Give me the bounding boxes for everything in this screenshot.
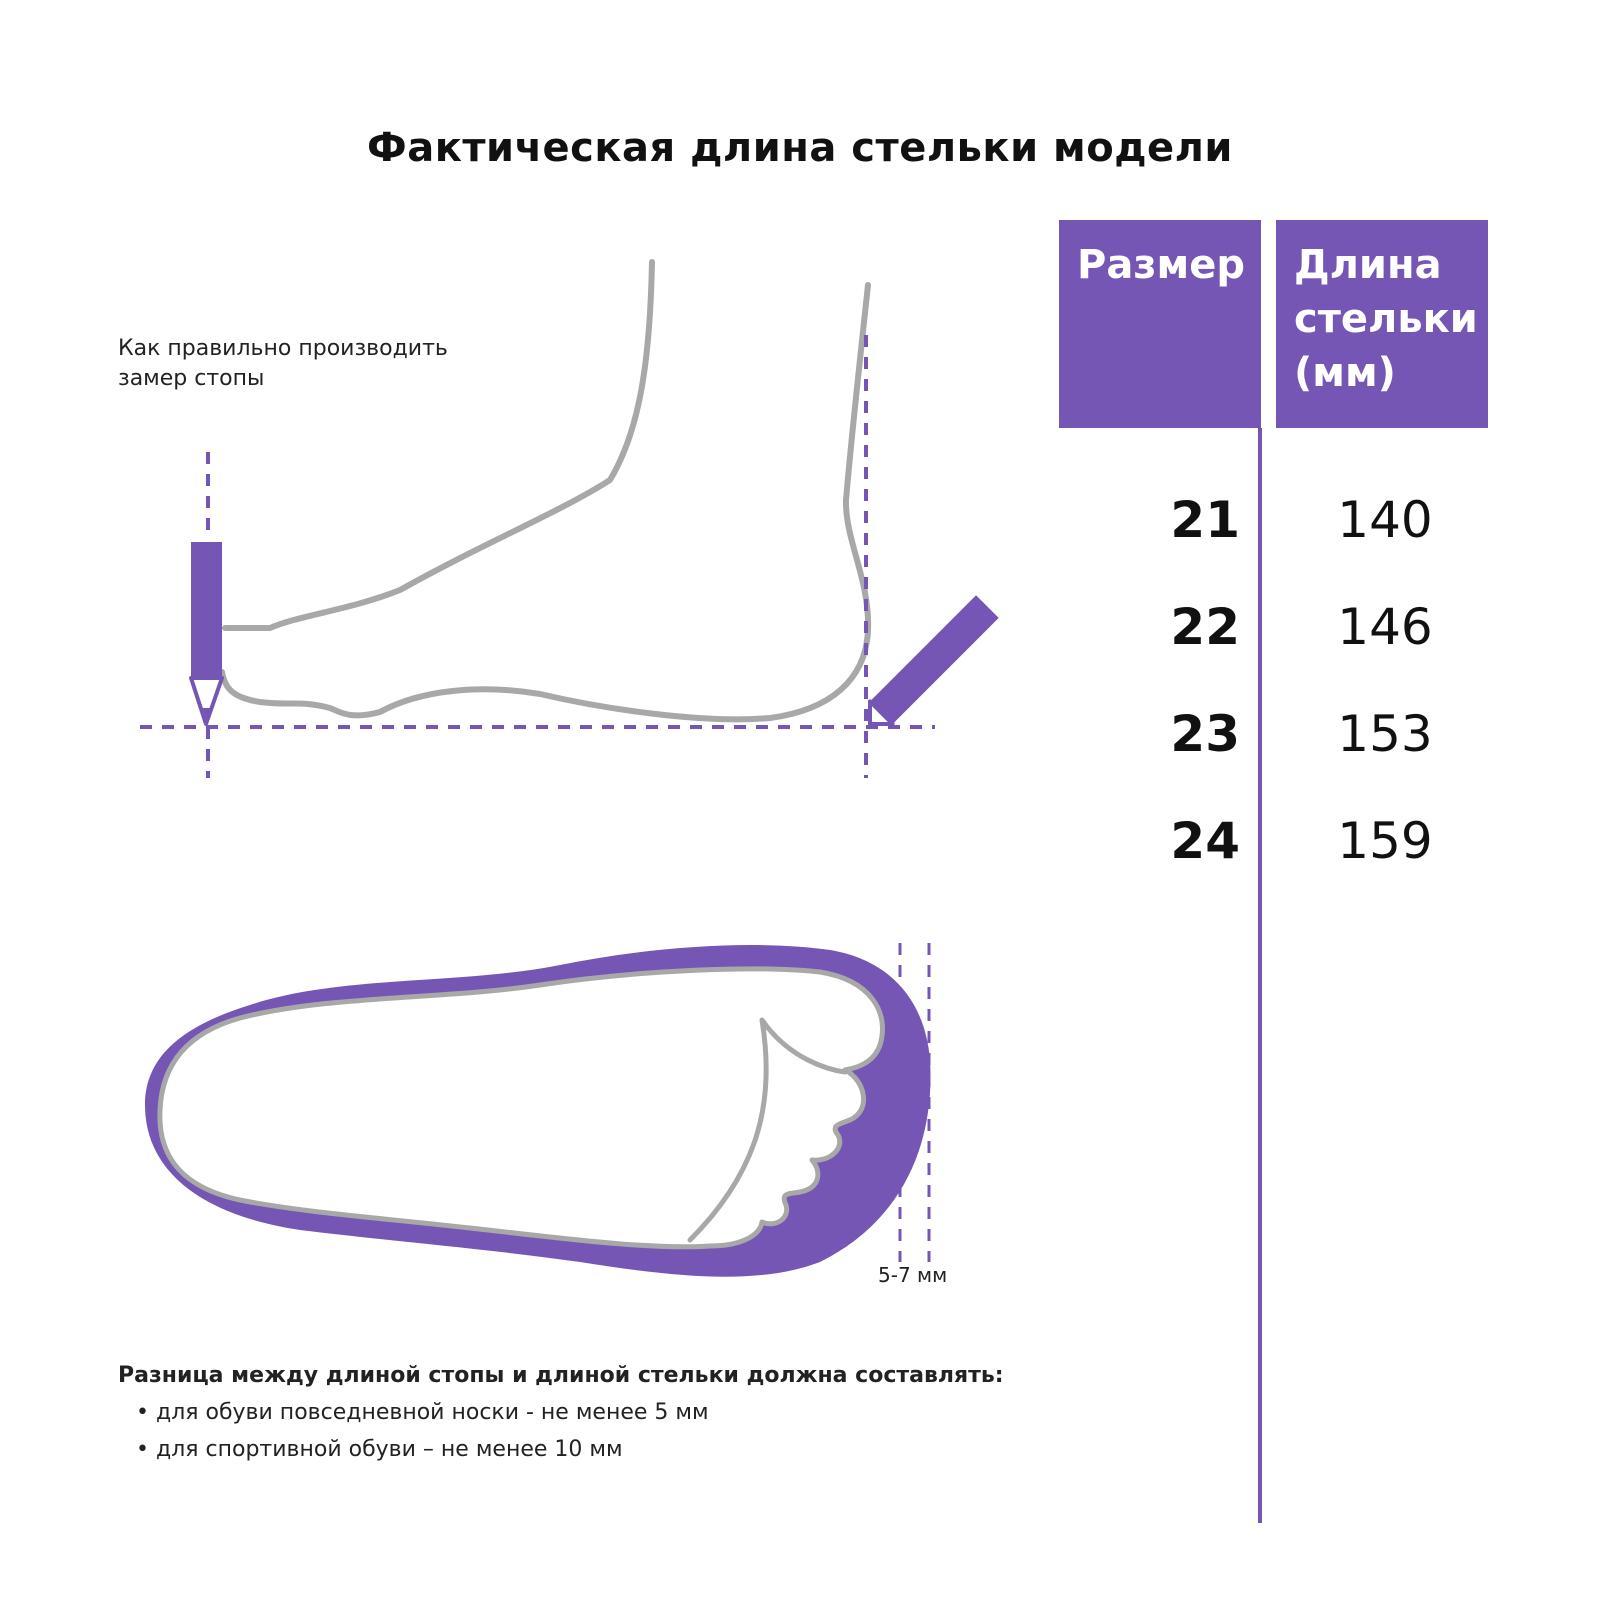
- size-cell: 22: [1170, 598, 1240, 656]
- size-cell: 23: [1170, 705, 1240, 763]
- size-cell: 21: [1170, 491, 1240, 549]
- length-cell: 153: [1337, 705, 1433, 763]
- fit-note-item: • для обуви повседневной носки - не менее 5 мм: [138, 1394, 1004, 1431]
- foot-sole-outline: [160, 969, 883, 1247]
- foot-side-outline: [222, 262, 868, 719]
- measure-instruction: Как правильно производить замер стопы: [118, 336, 448, 391]
- pencil-icon: [191, 542, 222, 724]
- table-divider: [1258, 428, 1262, 1523]
- length-cell: 140: [1337, 491, 1433, 549]
- length-cell: 146: [1337, 598, 1433, 656]
- pencil-icon: [859, 595, 999, 735]
- length-cell: 159: [1337, 812, 1433, 870]
- table-header-size: Размер: [1059, 220, 1261, 428]
- fit-note-heading: Разница между длиной стопы и длиной стельки должна составлять:: [118, 1363, 1004, 1388]
- size-cell: 24: [1170, 812, 1240, 870]
- page-title: Фактическая длина стельки модели: [367, 125, 1233, 171]
- gap-label: 5-7 мм: [878, 1263, 948, 1287]
- table-header-length: Длина стельки (мм): [1276, 220, 1488, 428]
- fit-note-list: [118, 1394, 1004, 1468]
- fit-note-item: • для спортивной обуви – не менее 10 мм: [138, 1431, 1004, 1468]
- fit-note: [118, 1357, 1004, 1468]
